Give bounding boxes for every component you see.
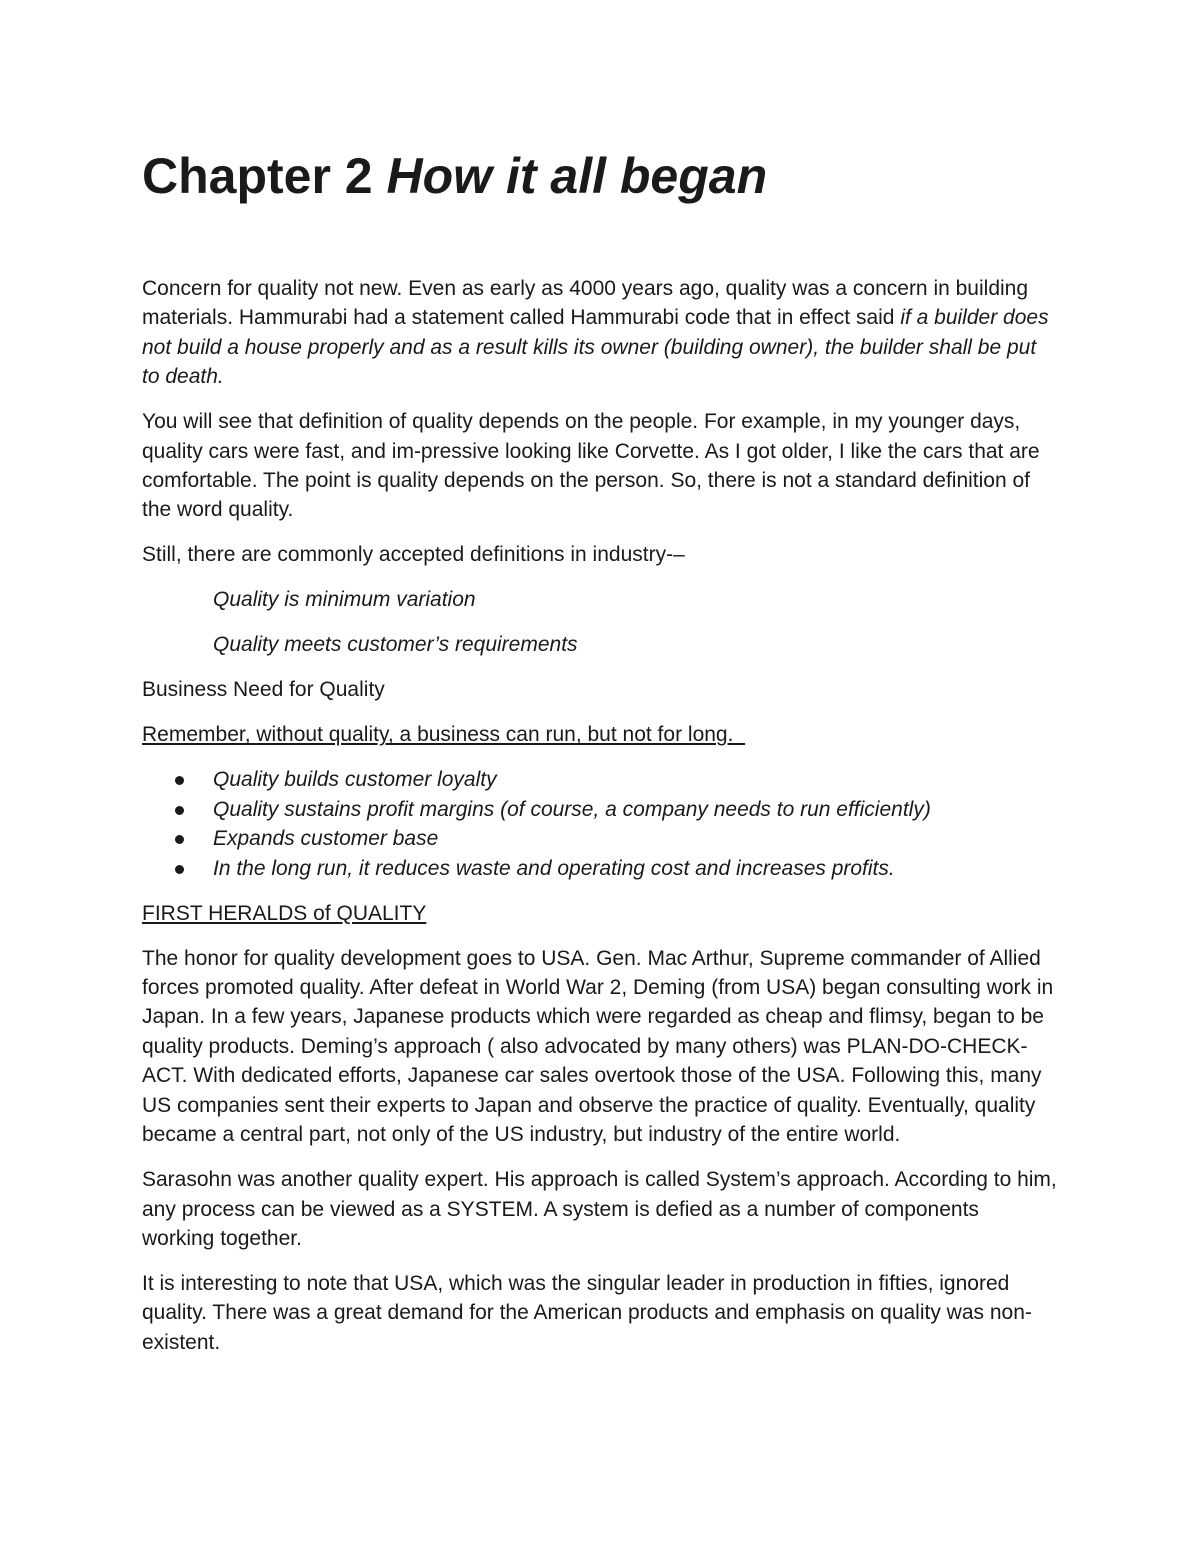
bullet-icon bbox=[175, 835, 184, 844]
business-need-heading: Business Need for Quality bbox=[142, 678, 385, 702]
definition-item bbox=[142, 630, 1057, 659]
list-item bbox=[142, 824, 1057, 853]
definition-item-text: Quality is minimum variation bbox=[213, 588, 476, 612]
list-item-text: In the long run, it reduces waste and operating cost and increases profits. bbox=[213, 856, 895, 880]
bullet-icon bbox=[175, 776, 184, 785]
remember-line: Remember, without quality, a business can run, but not for long. bbox=[142, 723, 746, 747]
list-item-text: Quality builds customer loyalty bbox=[213, 768, 497, 792]
list-item bbox=[142, 854, 1057, 883]
document-body bbox=[142, 274, 1057, 1373]
bullet-icon bbox=[175, 865, 184, 874]
bullet-icon bbox=[175, 806, 184, 815]
benefits-list bbox=[142, 765, 1057, 883]
hammurabi-quote: if a builder does not build a house properly and as a result kills its owner (building owner), the builder shall be put to death. bbox=[142, 306, 1049, 389]
chapter-title bbox=[142, 146, 767, 206]
list-item bbox=[142, 765, 1057, 794]
sarasohn-paragraph: Sarasohn was another quality expert. His approach is called System’s approach. According to him, any process can be viewed as a SYSTEM. A system is defied as a number of components working together. bbox=[142, 1168, 1057, 1250]
list-item-text: Expands customer base bbox=[213, 827, 439, 851]
list-item-text: Quality sustains profit margins (of course, a company needs to run efficiently) bbox=[213, 797, 931, 821]
first-heralds-heading: FIRST HERALDS of QUALITY bbox=[142, 901, 427, 925]
list-item bbox=[142, 795, 1057, 824]
definition-paragraph: You will see that definition of quality depends on the people. For example, in my younger days, quality cars were fast, and im-pressive looking like Corvette. As I got older, I like the cars that are comfortable. The point is quality depends on the person. So, there is not a standard definition of the word quality. bbox=[142, 410, 1040, 522]
accepted-definitions-paragraph: Still, there are commonly accepted definitions in industry-– bbox=[142, 543, 685, 567]
chapter-title-emphasis: How it all began bbox=[386, 148, 768, 204]
honor-paragraph: The honor for quality development goes to USA. Gen. Mac Arthur, Supreme commander of Allied forces promoted quality. After defeat in World War 2, Deming (from USA) began consulting work in Japan. In a few years, Japanese products which were regarded as cheap and flimsy, began to be quality products. Deming’s approach ( also advocated by many others) was PLAN-DO-CHECK-ACT. With dedicated efforts, Japanese car sales overtook those of the USA. Following this, many US companies sent their experts to Japan and observe the practice of quality. Eventually, quality became a central part, not only of the US industry, but industry of the entire world. bbox=[142, 946, 1054, 1147]
definition-item bbox=[142, 585, 1057, 614]
definition-item-text: Quality meets customer’s requirements bbox=[213, 633, 578, 657]
intro-paragraph bbox=[142, 274, 1057, 392]
usa-paragraph: It is interesting to note that USA, which was the singular leader in production in fifties, ignored quality. There was a great demand for the American products and emphasis on quality was non-existent. bbox=[142, 1271, 1032, 1354]
chapter-title-prefix: Chapter 2 bbox=[142, 148, 387, 204]
intro-text: Concern for quality not new. Even as early as 4000 years ago, quality was a concern in building materials. Hammurabi had a statement called Hammurabi code that in effect said bbox=[142, 277, 1029, 330]
